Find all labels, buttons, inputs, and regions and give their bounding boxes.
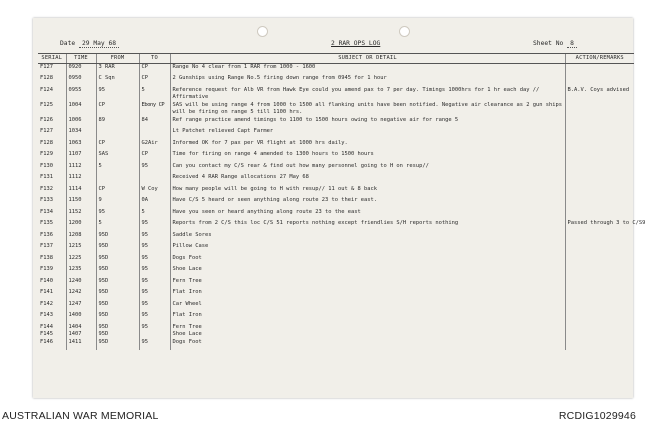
row-subject: How many people will be going to H with resup// 11 out & 8 back [170, 186, 565, 198]
row-serial: F127 [40, 64, 53, 70]
row-subject: Car Wheel [170, 301, 565, 313]
row-from: 95 [96, 209, 139, 221]
row-time: 0955 [66, 87, 96, 102]
row-to [139, 128, 170, 140]
row-time: 1107 [66, 151, 96, 163]
row-remarks [565, 117, 634, 129]
row-serial: F144 F145 [40, 323, 53, 337]
row-to: 95 [139, 243, 170, 255]
table-row [38, 140, 634, 152]
row-remarks [565, 209, 634, 221]
column-header-time: TIME [66, 54, 96, 64]
row-remarks [565, 232, 634, 244]
row-subject: Reports from 2 C/S this loc C/S 51 reports nothing except friendlies S/H reports nothing [170, 220, 565, 232]
row-to: 0A [139, 197, 170, 209]
row-to: 95 [139, 163, 170, 175]
row-to [139, 174, 170, 186]
row-serial: F133 [40, 197, 53, 203]
row-time: 1400 [66, 312, 96, 324]
row-subject: Shoe Lace [170, 266, 565, 278]
row-remarks: B.A.V. Coys advised [565, 87, 634, 102]
row-time: 1242 [66, 289, 96, 301]
row-time: 1247 [66, 301, 96, 313]
row-serial: F138 [40, 254, 53, 261]
row-from: 5 [96, 220, 139, 232]
row-from: 95D [96, 289, 139, 301]
row-subject: Dogs Foot [170, 255, 565, 267]
row-remarks [565, 324, 634, 339]
archive-credit: AUSTRALIAN WAR MEMORIAL [2, 410, 159, 422]
row-remarks [565, 75, 634, 87]
row-subject: SAS will be using range 4 from 1000 to 1500 all flanking units have been notified. Negative air clearance as 2 gun ships will be firing on range 5 till 1100 hrs. [170, 102, 565, 117]
row-serial: F129 [40, 151, 53, 157]
table-row [38, 339, 634, 351]
row-remarks [565, 312, 634, 324]
row-time: 1152 [66, 209, 96, 221]
table-row [38, 163, 634, 175]
row-remarks [565, 266, 634, 278]
row-to: W Coy [139, 186, 170, 198]
row-remarks [565, 186, 634, 198]
date-field [60, 40, 119, 47]
table-row [38, 266, 634, 278]
date-label: Date [60, 40, 76, 47]
row-subject: Saddle Sores [170, 232, 565, 244]
row-from: 95D [96, 278, 139, 290]
row-remarks [565, 278, 634, 290]
row-serial: F134 [40, 208, 53, 215]
table-row [38, 64, 634, 76]
table-row [38, 255, 634, 267]
row-serial: F137 [40, 243, 53, 249]
row-serial: F124 [40, 86, 53, 93]
row-to: 84 [139, 117, 170, 129]
row-to: CP [139, 151, 170, 163]
table-row [38, 220, 634, 232]
table-row [38, 87, 634, 102]
row-time: 1004 [66, 102, 96, 117]
log-title: 2 RAR OPS LOG [331, 40, 381, 47]
row-to: 5 [139, 87, 170, 102]
row-serial: F141 [40, 289, 53, 295]
sheet-label: Sheet No [533, 40, 564, 47]
row-from: CP [96, 140, 139, 152]
row-to: 95 [139, 220, 170, 232]
column-header-from: FROM [96, 54, 139, 64]
row-subject: Range No 4 clear from 1 RAR from 1000 - 1600 [170, 64, 565, 76]
sheet-number-field [533, 40, 577, 47]
row-to: 95 [139, 324, 170, 339]
row-remarks [565, 140, 634, 152]
date-value: 29 May 68 [79, 40, 119, 48]
row-serial: F142 [40, 300, 53, 307]
row-serial: F132 [40, 185, 53, 192]
row-to: 5 [139, 209, 170, 221]
row-remarks [565, 255, 634, 267]
row-from: 95D [96, 266, 139, 278]
row-to: CP [139, 64, 170, 76]
row-time: 1114 [66, 186, 96, 198]
row-to: G2Air [139, 140, 170, 152]
column-header-to: TO [139, 54, 170, 64]
row-to: CP [139, 75, 170, 87]
row-from: 95D [96, 301, 139, 313]
row-to: 95 [139, 312, 170, 324]
row-time: 0950 [66, 75, 96, 87]
row-from: 95D [96, 339, 139, 351]
row-subject: Ref range practice amend timings to 1100 to 1500 hours owing to negative air for range 5 [170, 117, 565, 129]
row-time: 1208 [66, 232, 96, 244]
table-row [38, 324, 634, 339]
row-subject: Can you contact my C/S rear & find out how many personnel going to H on resup// [170, 163, 565, 175]
row-subject: Have C/S 5 heard or seen anything along route 23 to their east. [170, 197, 565, 209]
row-time: 1006 [66, 117, 96, 129]
row-to: 95 [139, 255, 170, 267]
row-from: CP [96, 102, 139, 117]
row-serial: F136 [40, 231, 53, 238]
column-header-remarks: ACTION/REMARKS [565, 54, 634, 64]
row-serial: F128 [40, 75, 53, 81]
row-subject: Fern Tree Shoe Lace [170, 324, 565, 339]
row-from: SAS [96, 151, 139, 163]
row-from: 95D [96, 243, 139, 255]
row-time: 1200 [66, 220, 96, 232]
row-remarks [565, 339, 634, 351]
row-subject: Flat Iron [170, 312, 565, 324]
row-to: 95 [139, 339, 170, 351]
row-serial: F143 [40, 312, 53, 318]
row-serial: F128 [40, 139, 53, 146]
row-time: 0920 [66, 64, 96, 76]
row-serial: F126 [40, 116, 53, 123]
row-serial: F139 [40, 266, 53, 272]
table-row [38, 102, 634, 117]
table-row [38, 186, 634, 198]
table-row [38, 209, 634, 221]
row-remarks [565, 289, 634, 301]
row-from: 5 [96, 163, 139, 175]
row-time: 1112 [66, 163, 96, 175]
row-from [96, 174, 139, 186]
table-row [38, 197, 634, 209]
row-serial: F140 [40, 277, 53, 284]
row-from: 95D [96, 312, 139, 324]
row-from: 95D [96, 232, 139, 244]
row-subject: Time for firing on range 4 amended to 1300 hours to 1500 hours [170, 151, 565, 163]
row-from: 3 RAR [96, 64, 139, 76]
row-remarks [565, 64, 634, 76]
row-subject: Informed OK for 7 pax per VR flight at 1000 hrs daily. [170, 140, 565, 152]
row-from: 95 [96, 87, 139, 102]
row-time: 1150 [66, 197, 96, 209]
column-header-serial: SERIAL [38, 54, 66, 64]
row-serial: F127 [40, 128, 53, 134]
sheet-value: 8 [567, 40, 577, 48]
table-row [38, 289, 634, 301]
row-to: 95 [139, 278, 170, 290]
row-time: 1215 [66, 243, 96, 255]
table-header-row [38, 54, 634, 64]
row-time: 1404 1407 [66, 324, 96, 339]
table-row [38, 151, 634, 163]
row-to: 95 [139, 301, 170, 313]
row-from: 95D [96, 255, 139, 267]
row-serial: F131 [40, 174, 53, 180]
row-subject: Dogs Foot [170, 339, 565, 351]
table-row [38, 243, 634, 255]
row-from: 95D 95D [96, 324, 139, 339]
table-row [38, 232, 634, 244]
row-from [96, 128, 139, 140]
punch-hole [257, 26, 268, 37]
row-time: 1235 [66, 266, 96, 278]
row-subject: 2 Gunships using Range No.5 firing down range from 0945 for 1 hour [170, 75, 565, 87]
row-serial: F125 [40, 101, 53, 108]
column-header-subject: SUBJECT OR DETAIL [170, 54, 565, 64]
table-row [38, 75, 634, 87]
row-from: C Sqn [96, 75, 139, 87]
row-to: 95 [139, 266, 170, 278]
ops-log-table [38, 53, 645, 350]
row-from: CP [96, 186, 139, 198]
row-remarks [565, 128, 634, 140]
row-time: 1411 [66, 339, 96, 351]
row-remarks: Passed through 3 to C/S9 [565, 220, 634, 232]
row-remarks [565, 243, 634, 255]
row-subject: Received 4 RAR Range allocations 27 May 68 [170, 174, 565, 186]
table-row [38, 278, 634, 290]
row-subject: Flat Iron [170, 289, 565, 301]
table-row [38, 301, 634, 313]
log-entries [38, 64, 645, 351]
table-row [38, 128, 634, 140]
row-remarks [565, 174, 634, 186]
table-row [38, 174, 634, 186]
row-to: Ebony CP [139, 102, 170, 117]
row-serial: F146 [40, 338, 53, 345]
row-from: 89 [96, 117, 139, 129]
row-time: 1240 [66, 278, 96, 290]
row-remarks [565, 163, 634, 175]
table-row [38, 117, 634, 129]
row-serial: F135 [40, 220, 53, 226]
row-subject: Lt Patchet relieved Capt Farmer [170, 128, 565, 140]
row-time: 1225 [66, 255, 96, 267]
row-remarks [565, 151, 634, 163]
row-remarks [565, 301, 634, 313]
row-subject: Fern Tree [170, 278, 565, 290]
row-from: 9 [96, 197, 139, 209]
row-remarks [565, 197, 634, 209]
row-subject: Reference request for Alb VR from Hawk Eye could you amend pax to 7 per day. Timings 1000hrs for 1 hr each day // Affirmative [170, 87, 565, 102]
row-remarks [565, 102, 634, 117]
table-row [38, 312, 634, 324]
row-to: 95 [139, 289, 170, 301]
row-subject: Pillow Case [170, 243, 565, 255]
row-subject: Have you seen or heard anything along route 23 to the east [170, 209, 565, 221]
archive-reference: RCDIG1029946 [558, 410, 636, 422]
row-time: 1034 [66, 128, 96, 140]
row-serial: F130 [40, 162, 53, 169]
row-time: 1063 [66, 140, 96, 152]
punch-hole [399, 26, 410, 37]
row-time: 1112 [66, 174, 96, 186]
row-to: 95 [139, 232, 170, 244]
